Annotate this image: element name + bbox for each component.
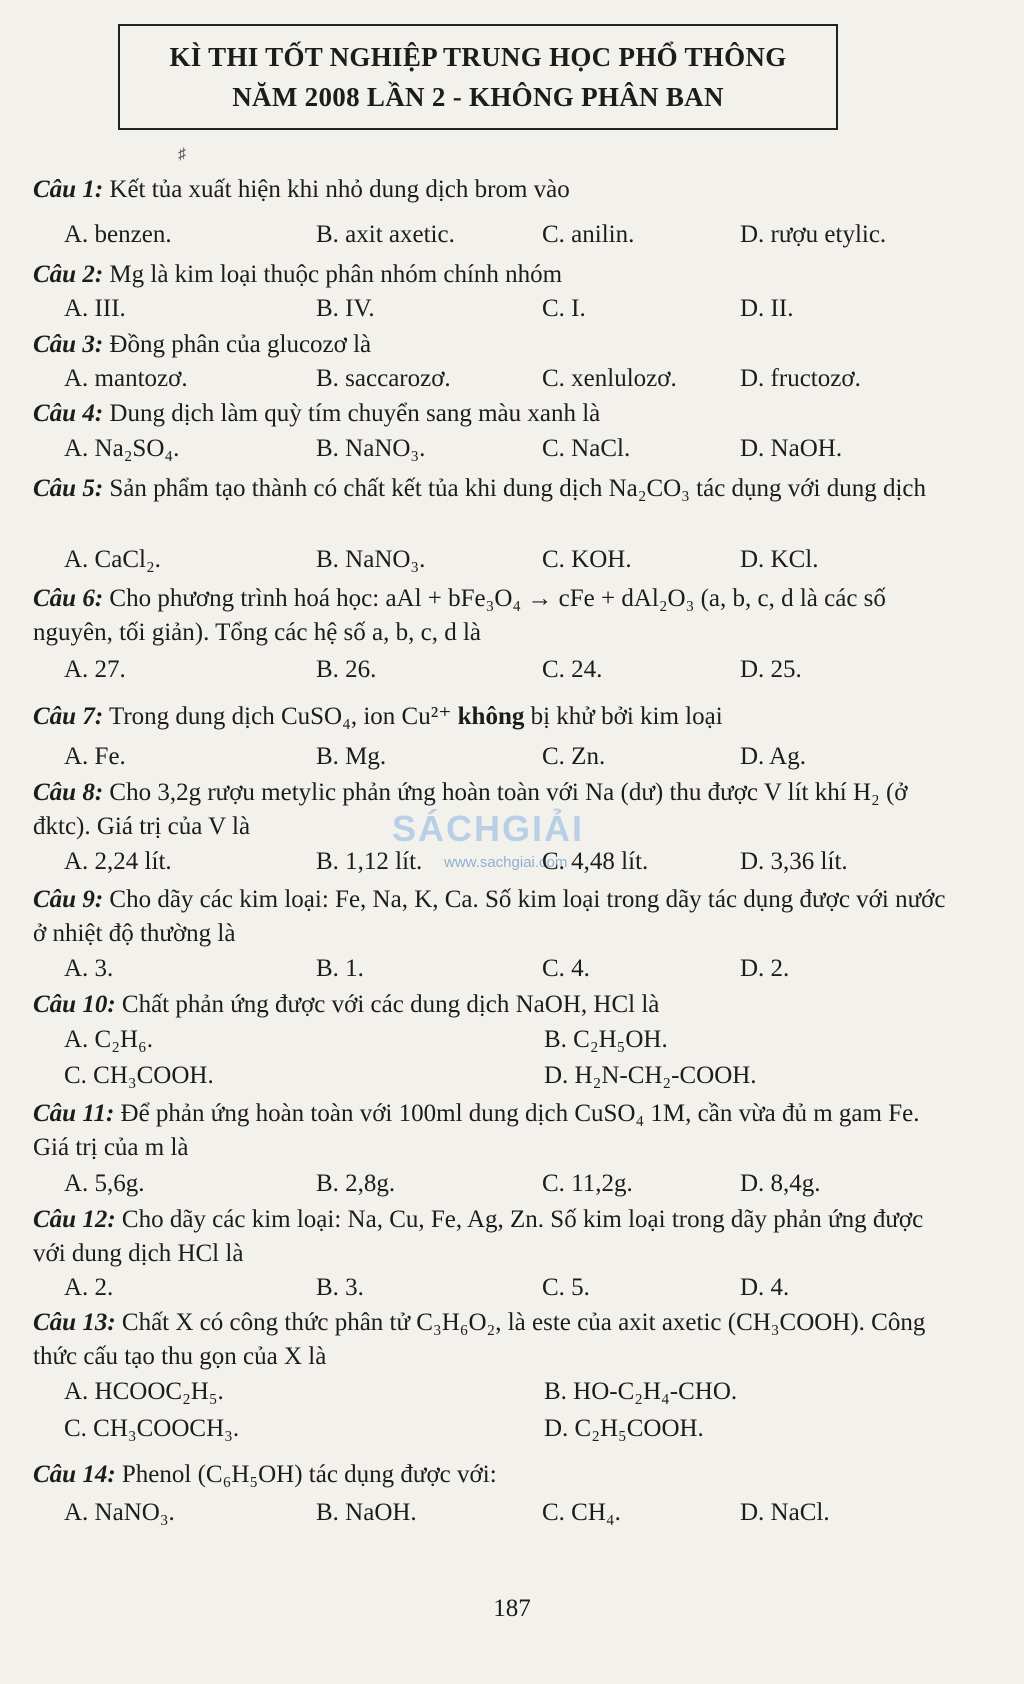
question-label: Câu 13: bbox=[33, 1309, 116, 1336]
option-b[interactable]: B. NaOH. bbox=[316, 1499, 417, 1526]
option-d[interactable]: D. H₂N-CH₂-COOH. bbox=[544, 1062, 757, 1089]
option-c[interactable]: C. I. bbox=[542, 295, 586, 322]
question-1 bbox=[33, 173, 956, 207]
question-2 bbox=[33, 258, 956, 292]
option-d[interactable]: D. 25. bbox=[740, 656, 802, 683]
question-text-before: Trong dung dịch CuSO₄, ion Cu²⁺ bbox=[108, 703, 458, 730]
option-a[interactable]: A. 2. bbox=[64, 1274, 114, 1301]
question-text-bold: không bbox=[457, 703, 525, 730]
question-label: Câu 2: bbox=[33, 261, 104, 288]
option-b[interactable]: B. NaNO₃. bbox=[316, 435, 426, 462]
options-row bbox=[0, 845, 1024, 879]
question-label: Câu 10: bbox=[33, 991, 116, 1018]
question-6 bbox=[33, 582, 956, 650]
question-text-after: bị khử bởi kim loại bbox=[524, 703, 723, 730]
question-text: Phenol (C₆H₅OH) tác dụng được với: bbox=[121, 1461, 497, 1488]
question-10 bbox=[33, 988, 956, 1022]
option-a[interactable]: A. Fe. bbox=[64, 743, 126, 770]
option-b[interactable]: B. saccarozơ. bbox=[316, 365, 451, 392]
options-row bbox=[0, 1375, 1024, 1409]
option-d[interactable]: D. fructozơ. bbox=[740, 365, 861, 392]
question-3 bbox=[33, 328, 956, 362]
option-d[interactable]: D. NaOH. bbox=[740, 435, 843, 462]
question-text: Cho 3,2g rượu metylic phản ứng hoàn toàn với Na (dư) thu được V lít khí H₂ (ở đktc). Giá trị của V là bbox=[33, 779, 908, 840]
option-d[interactable]: D. KCl. bbox=[740, 546, 819, 573]
question-label: Câu 9: bbox=[33, 886, 104, 913]
option-b[interactable]: B. HO-C₂H₄-CHO. bbox=[544, 1378, 738, 1405]
option-c[interactable]: C. anilin. bbox=[542, 221, 635, 248]
exam-title-line1: KÌ THI TỐT NGHIỆP TRUNG HỌC PHỔ THÔNG bbox=[169, 42, 787, 72]
option-c[interactable]: C. CH₄. bbox=[542, 1499, 621, 1526]
watermark-url: www.sachgiai.com bbox=[444, 854, 568, 871]
option-c[interactable]: C. CH₃COOH. bbox=[64, 1062, 214, 1089]
option-a[interactable]: A. 27. bbox=[64, 656, 126, 683]
options-row bbox=[0, 218, 1024, 252]
option-d[interactable]: D. 3,36 lít. bbox=[740, 848, 848, 875]
option-c[interactable]: C. 5. bbox=[542, 1274, 590, 1301]
options-row bbox=[0, 653, 1024, 687]
ink-mark: ♯ bbox=[178, 146, 186, 163]
options-row bbox=[0, 740, 1024, 774]
options-row bbox=[0, 292, 1024, 326]
option-c[interactable]: C. Zn. bbox=[542, 743, 606, 770]
question-14 bbox=[33, 1458, 956, 1492]
option-d[interactable]: D. 8,4g. bbox=[740, 1170, 821, 1197]
option-b[interactable]: B. 1,12 lít. bbox=[316, 848, 423, 875]
exam-title-box bbox=[118, 24, 838, 130]
option-a[interactable]: A. Na₂SO₄. bbox=[64, 435, 180, 462]
question-label: Câu 12: bbox=[33, 1206, 116, 1233]
option-b[interactable]: B. C₂H₅OH. bbox=[544, 1026, 668, 1053]
option-c[interactable]: C. NaCl. bbox=[542, 435, 631, 462]
option-b[interactable]: B. NaNO₃. bbox=[316, 546, 426, 573]
option-c[interactable]: C. 4,48 lít. bbox=[542, 848, 649, 875]
options-row bbox=[0, 1412, 1024, 1446]
option-d[interactable]: D. Ag. bbox=[740, 743, 806, 770]
question-text: Cho dãy các kim loại: Fe, Na, K, Ca. Số kim loại trong dãy tác dụng được với nước ở nhiệt độ thường là bbox=[33, 886, 946, 947]
option-d[interactable]: D. 2. bbox=[740, 955, 790, 982]
options-row bbox=[0, 543, 1024, 577]
options-row bbox=[0, 952, 1024, 986]
option-a[interactable]: A. 3. bbox=[64, 955, 114, 982]
question-5 bbox=[33, 472, 956, 506]
options-row bbox=[0, 1059, 1024, 1093]
option-b[interactable]: B. 2,8g. bbox=[316, 1170, 396, 1197]
question-label: Câu 3: bbox=[33, 331, 104, 358]
option-d[interactable]: D. C₂H₅COOH. bbox=[544, 1415, 704, 1442]
option-b[interactable]: B. IV. bbox=[316, 295, 375, 322]
option-c[interactable]: C. 11,2g. bbox=[542, 1170, 633, 1197]
question-text: Dung dịch làm quỳ tím chuyển sang màu xanh là bbox=[109, 400, 601, 427]
question-label: Câu 5: bbox=[33, 475, 104, 502]
question-label: Câu 8: bbox=[33, 779, 104, 806]
options-row bbox=[0, 432, 1024, 466]
option-b[interactable]: B. axit axetic. bbox=[316, 221, 455, 248]
question-text: Chất phản ứng được với các dung dịch NaOH, HCl là bbox=[121, 991, 660, 1018]
question-text: Cho dãy các kim loại: Na, Cu, Fe, Ag, Zn. Số kim loại trong dãy phản ứng được với dung dịch HCl là bbox=[33, 1206, 924, 1267]
option-b[interactable]: B. 1. bbox=[316, 955, 364, 982]
option-c[interactable]: C. KOH. bbox=[542, 546, 632, 573]
question-text: Để phản ứng hoàn toàn với 100ml dung dịch CuSO₄ 1M, cần vừa đủ m gam Fe. Giá trị của m là bbox=[33, 1100, 920, 1161]
option-b[interactable]: B. Mg. bbox=[316, 743, 387, 770]
question-4 bbox=[33, 397, 956, 431]
options-row bbox=[0, 1496, 1024, 1530]
option-a[interactable]: A. mantozơ. bbox=[64, 365, 188, 392]
options-row bbox=[0, 1023, 1024, 1057]
question-7 bbox=[33, 700, 956, 734]
option-a[interactable]: A. CaCl₂. bbox=[64, 546, 161, 573]
question-label: Câu 11: bbox=[33, 1100, 115, 1127]
option-a[interactable]: A. HCOOC₂H₅. bbox=[64, 1378, 224, 1405]
question-label: Câu 6: bbox=[33, 585, 104, 612]
option-a[interactable]: A. NaNO₃. bbox=[64, 1499, 175, 1526]
option-a[interactable]: A. C₂H₆. bbox=[64, 1026, 153, 1053]
question-12 bbox=[33, 1203, 956, 1271]
page-number: 187 bbox=[493, 1595, 531, 1622]
options-row bbox=[0, 362, 1024, 396]
question-9 bbox=[33, 883, 956, 951]
question-text: Đồng phân của glucozơ là bbox=[109, 331, 372, 358]
option-c[interactable]: C. 4. bbox=[542, 955, 590, 982]
option-d[interactable]: D. NaCl. bbox=[740, 1499, 830, 1526]
option-b[interactable]: B. 26. bbox=[316, 656, 377, 683]
option-d[interactable]: D. rượu etylic. bbox=[740, 221, 887, 248]
option-d[interactable]: D. II. bbox=[740, 295, 794, 322]
option-c[interactable]: C. 24. bbox=[542, 656, 603, 683]
question-13 bbox=[33, 1306, 956, 1374]
question-label: Câu 4: bbox=[33, 400, 104, 427]
question-label: Câu 1: bbox=[33, 176, 104, 203]
question-text: Mg là kim loại thuộc phân nhóm chính nhóm bbox=[109, 261, 563, 288]
question-text: Cho phương trình hoá học: aAl + bFe₃O₄ → cFe + dAl₂O₃ (a, b, c, d là các số nguyên, tối giản). Tổng các hệ số a, b, c, d là bbox=[33, 585, 886, 646]
question-text: Sản phẩm tạo thành có chất kết tủa khi dung dịch Na₂CO₃ tác dụng với dung dịch bbox=[109, 475, 926, 502]
options-row bbox=[0, 1167, 1024, 1201]
exam-title-line2: NĂM 2008 LẦN 2 - KHÔNG PHÂN BAN bbox=[232, 82, 724, 112]
option-a[interactable]: A. 2,24 lít. bbox=[64, 848, 172, 875]
option-d[interactable]: D. 4. bbox=[740, 1274, 790, 1301]
question-label: Câu 7: bbox=[33, 703, 104, 730]
option-a[interactable]: A. 5,6g. bbox=[64, 1170, 145, 1197]
option-a[interactable]: A. III. bbox=[64, 295, 126, 322]
option-c[interactable]: C. CH₃COOCH₃. bbox=[64, 1415, 240, 1442]
question-text: Chất X có công thức phân tử C₃H₆O₂, là este của axit axetic (CH₃COOH). Công thức cấu tạo thu gọn của X là bbox=[33, 1309, 926, 1370]
question-8 bbox=[33, 776, 956, 844]
option-c[interactable]: C. xenlulozơ. bbox=[542, 365, 677, 392]
option-b[interactable]: B. 3. bbox=[316, 1274, 364, 1301]
option-a[interactable]: A. benzen. bbox=[64, 221, 172, 248]
question-label: Câu 14: bbox=[33, 1461, 116, 1488]
question-text: Kết tủa xuất hiện khi nhỏ dung dịch brom vào bbox=[109, 176, 570, 203]
options-row bbox=[0, 1271, 1024, 1305]
question-11 bbox=[33, 1097, 956, 1165]
watermark-logo: SÁCHGIẢI bbox=[392, 808, 585, 849]
